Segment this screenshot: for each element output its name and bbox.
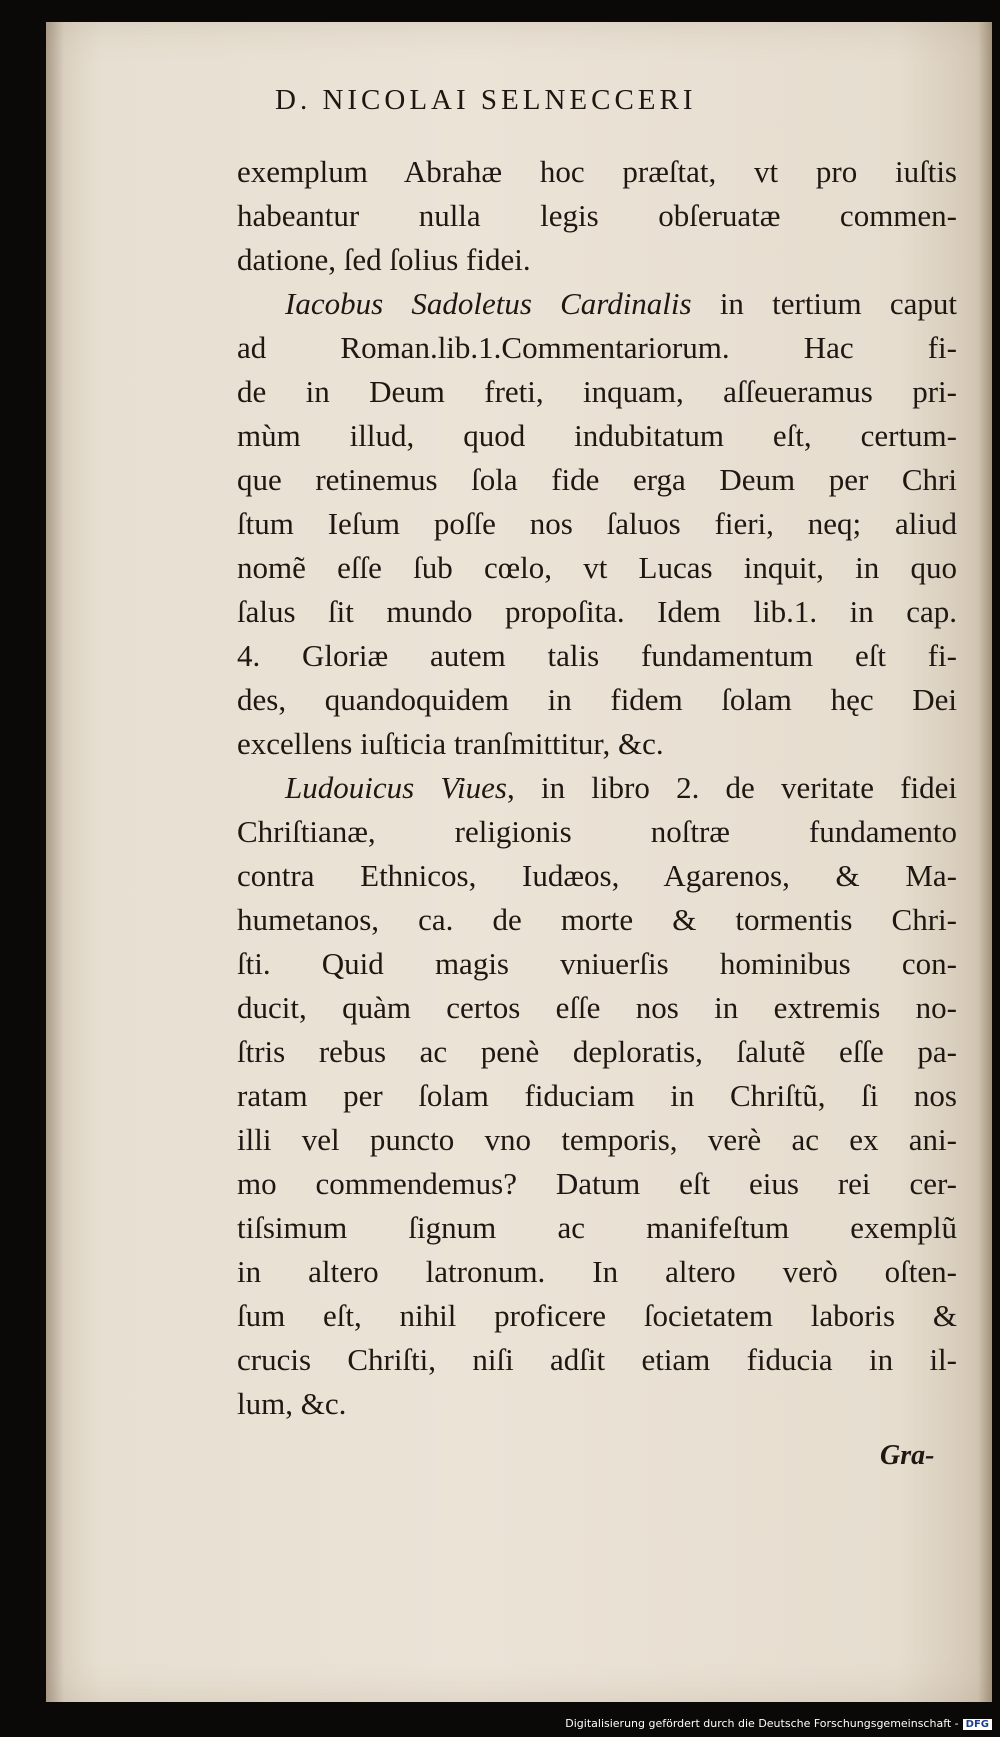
text-line: humetanos, ca. de morte & tormentis Chri- [237,902,957,937]
digitization-footer [565,1717,992,1730]
spine-shadow [46,22,64,1702]
text-line: crucis Chriſti, niſi adſit etiam fiducia in il- [237,1342,957,1377]
text-line: que retinemus ſola fide erga Deum per Chri [237,462,957,497]
text-line: mo commendemus? Datum eſt eius rei cer- [237,1166,957,1201]
text-line: lum, &c. [237,1386,347,1421]
text-line: nomẽ eſſe ſub cœlo, vt Lucas inquit, in quo [237,550,957,585]
text-line: illi vel puncto vno temporis, verè ac ex ani- [237,1122,957,1157]
text-line: mùm illud, quod indubitatum eſt, certum- [237,418,957,453]
text-line: ſalus ſit mundo propoſita. Idem lib.1. in cap. [237,594,957,629]
page-edge-shadow [978,22,992,1702]
catchword: Gra- [880,1440,935,1471]
dfg-logo: DFG [963,1719,992,1730]
text-line: des, quandoquidem in fidem ſolam hęc Dei [237,682,957,717]
paragraph-3 [237,766,957,1426]
text-line: ſtum Ieſum poſſe nos ſaluos fieri, neq; aliud [237,506,957,541]
text-line: ſum eſt, nihil proficere ſocietatem laboris & [237,1298,957,1333]
text-line: ducit, quàm certos eſſe nos in extremis no- [237,990,957,1025]
text-line: Iacobus Sadoletus Cardinalis in tertium caput [285,286,957,321]
text-line: excellens iuſticia tranſmittitur, &c. [237,726,664,761]
text-line: ſti. Quid magis vniuerſis hominibus con- [237,946,957,981]
running-head: D. NICOLAI SELNECCERI [275,84,697,116]
paragraph-1 [237,150,957,282]
text-line: ratam per ſolam fiduciam in Chriſtũ, ſi nos [237,1078,957,1113]
author-name: Iacobus Sadoletus Cardinalis [285,286,692,321]
text-line: Ludouicus Viues, in libro 2. de veritate fidei [285,770,958,805]
body-text [237,150,957,1426]
author-name: Ludouicus Viues [285,770,507,805]
text-line: habeantur nulla legis obſeruatæ commen- [237,198,957,233]
text-line: Chriſtianæ, religionis noſtræ fundamento [237,814,957,849]
text-line: contra Ethnicos, Iudæos, Agarenos, & Ma- [237,858,957,893]
text-line: de in Deum freti, inquam, aſſeueramus pri- [237,374,957,409]
text-line: in altero latronum. In altero verò oſten- [237,1254,957,1289]
text-line: tiſsimum ſignum ac manifeſtum exemplũ [237,1210,957,1245]
text-line: exemplum Abrahæ hoc præſtat, vt pro iuſtis [237,154,957,189]
footer-text: Digitalisierung gefördert durch die Deutsche Forschungsgemeinschaft - [565,1717,959,1730]
paragraph-2 [237,282,957,766]
text-line: ad Roman.lib.1.Commentariorum. Hac fi- [237,330,957,365]
text-line: 4. Gloriæ autem talis fundamentum eſt fi- [237,638,957,673]
text-line: datione, ſed ſolius fidei. [237,242,531,277]
text-line: ſtris rebus ac penè deploratis, ſalutẽ eſſe pa- [237,1034,957,1069]
